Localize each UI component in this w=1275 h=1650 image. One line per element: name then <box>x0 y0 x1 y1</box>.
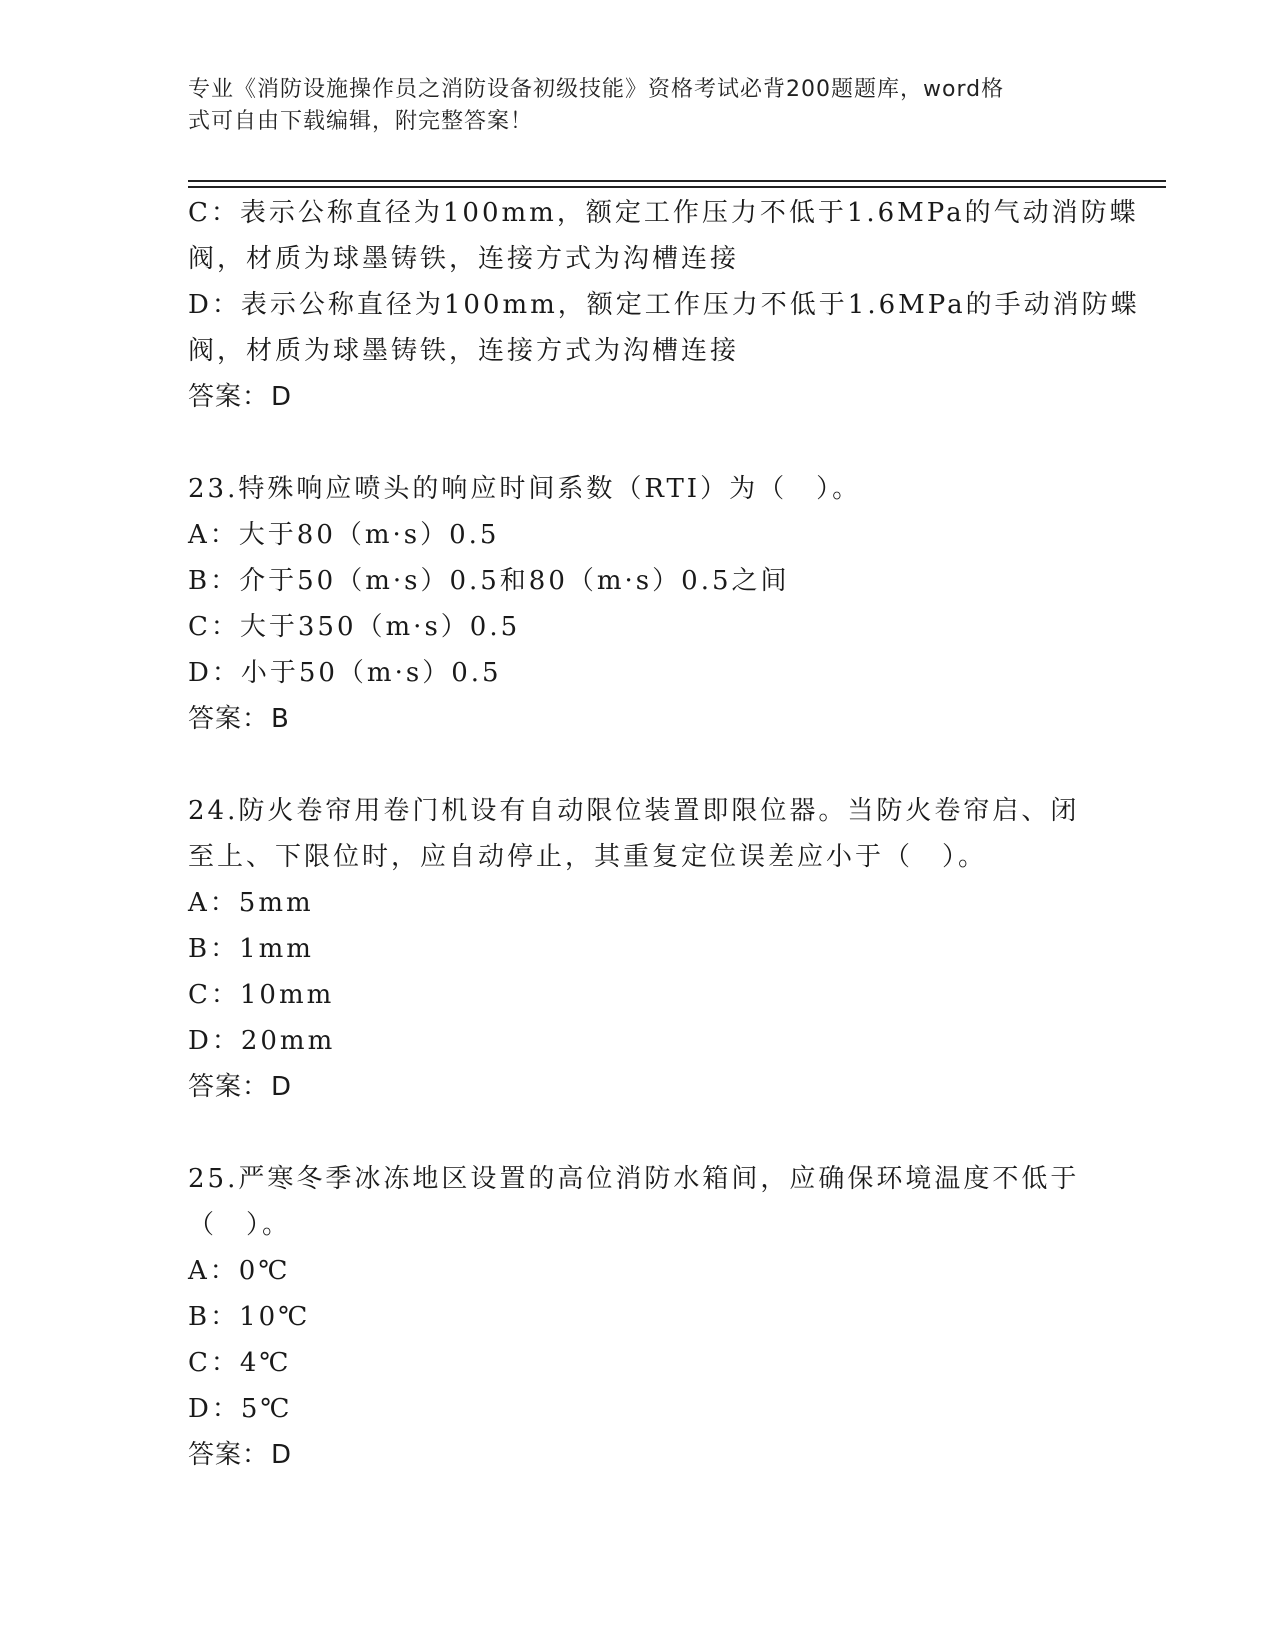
answer-label: 答案： <box>188 1440 270 1470</box>
answer-value: B <box>271 704 290 734</box>
answer-value: D <box>271 382 293 412</box>
question-24 <box>188 788 1088 1110</box>
option-b: B：1mm <box>188 934 314 964</box>
question-25 <box>188 1156 1088 1478</box>
option-line: C：表示公称直径为100mm，额定工作压力不低于1.6MPa的气动消防蝶 <box>188 198 1139 228</box>
document-header <box>188 74 1088 138</box>
option-a: A：0℃ <box>188 1256 291 1286</box>
question-content <box>188 190 1140 1524</box>
option-a: A：5mm <box>188 888 314 918</box>
question-stem: 24.防火卷帘用卷门机设有自动限位装置即限位器。当防火卷帘启、闭 <box>188 796 1080 826</box>
option-a: A：大于80（m·s）0.5 <box>188 520 500 550</box>
option-b: B：10℃ <box>188 1302 311 1332</box>
option-line: D：表示公称直径为100mm，额定工作压力不低于1.6MPa的手动消防蝶 <box>188 290 1140 320</box>
option-line: 阀，材质为球墨铸铁，连接方式为沟槽连接 <box>188 244 740 274</box>
header-divider-top <box>188 180 1166 182</box>
question-stem: 23.特殊响应喷头的响应时间系数（RTI）为（ ）。 <box>188 474 862 504</box>
answer-label: 答案： <box>188 704 270 734</box>
answer-label: 答案： <box>188 382 270 412</box>
answer-value: D <box>271 1440 293 1470</box>
question-22-continuation <box>188 190 1140 420</box>
answer-line <box>188 374 1088 420</box>
question-stem: （ ）。 <box>188 1210 292 1240</box>
option-c: C：10mm <box>188 980 335 1010</box>
question-stem: 至上、下限位时，应自动停止，其重复定位误差应小于（ ）。 <box>188 842 988 872</box>
answer-value: D <box>271 1072 293 1102</box>
header-divider-bottom <box>188 186 1166 188</box>
option-c: C：4℃ <box>188 1348 292 1378</box>
question-23 <box>188 466 1088 742</box>
answer-line <box>188 696 1088 742</box>
option-d: D：5℃ <box>188 1394 293 1424</box>
header-line-2: 式可自由下载编辑，附完整答案！ <box>188 109 534 134</box>
option-b: B：介于50（m·s）0.5和80（m·s）0.5之间 <box>188 566 790 596</box>
answer-line <box>188 1064 1088 1110</box>
option-line: 阀，材质为球墨铸铁，连接方式为沟槽连接 <box>188 336 740 366</box>
option-d: D：小于50（m·s）0.5 <box>188 658 502 688</box>
header-line-1: 专业《消防设施操作员之消防设备初级技能》资格考试必背200题题库，word格 <box>188 77 1005 102</box>
answer-label: 答案： <box>188 1072 270 1102</box>
question-stem: 25.严寒冬季冰冻地区设置的高位消防水箱间，应确保环境温度不低于 <box>188 1164 1080 1194</box>
option-d: D：20mm <box>188 1026 336 1056</box>
answer-line <box>188 1432 1088 1478</box>
option-c: C：大于350（m·s）0.5 <box>188 612 521 642</box>
